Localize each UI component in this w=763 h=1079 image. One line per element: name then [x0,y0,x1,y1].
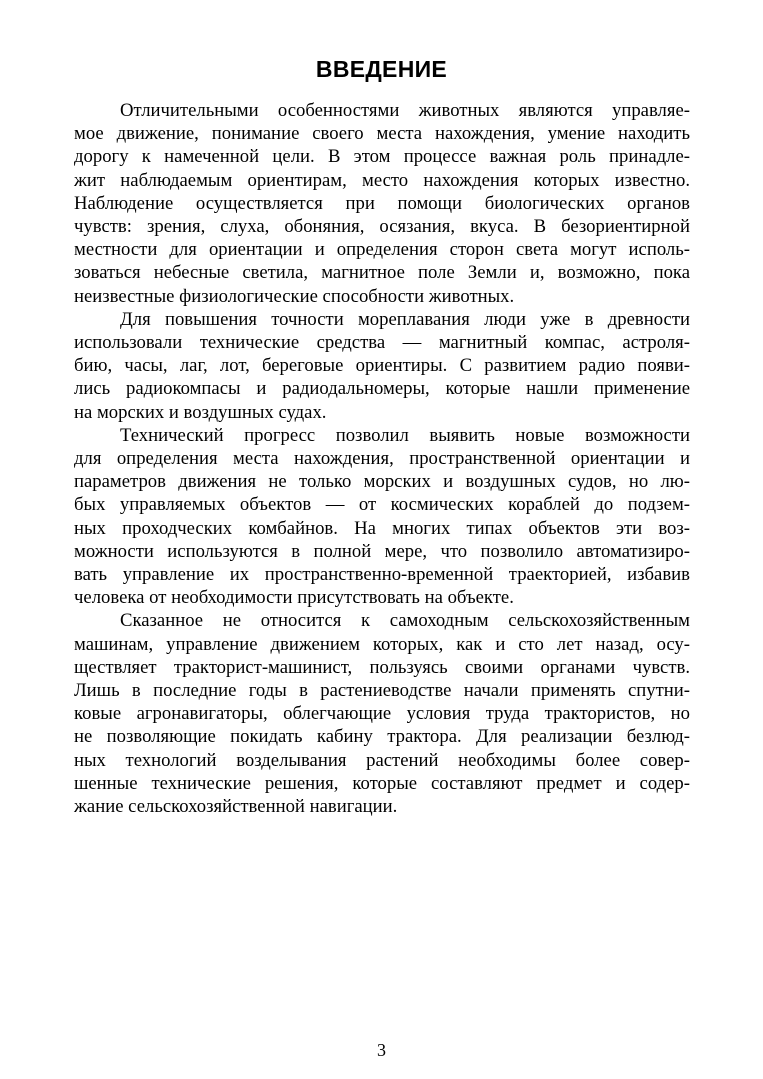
text-line: Отличительными особенностями животных являются управляе- [120,100,690,121]
page-number: 3 [377,1040,386,1060]
text-line: использовали технические средства — магнитный компас, астроля- [74,332,690,354]
text-line: вать управление их пространственно-временной траекторией, избавив [74,564,690,586]
text-line: лись радиокомпасы и радиодальномеры, которые нашли применение [74,378,690,400]
body-text [74,99,690,818]
text-line: Для повышения точности мореплавания люди уже в древности [120,308,690,330]
text-line: Лишь в последние годы в растениеводстве начали применять спутни- [74,680,690,702]
paragraph-4 [74,609,690,818]
text-line: ных проходческих комбайнов. На многих типах объектов эти воз- [74,517,690,539]
text-line: чувств: зрения, слуха, обоняния, осязания, вкуса. В безориентирной [74,216,690,238]
text-line: шенные технические решения, которые составляют предмет и содер- [74,772,690,794]
text-line: жит наблюдаемым ориентирам, место нахождения которых известно. [74,169,690,191]
page-title: ВВЕДЕНИЕ [315,56,448,82]
text-line: неизвестные физиологические способности животных. [74,285,515,307]
paragraph-2 [74,308,690,424]
paragraph-3 [74,424,690,610]
text-line: человека от необходимости присутствовать на объекте. [74,587,514,609]
text-line: ных технологий возделывания растений необходимы более совер- [74,749,690,771]
text-line: ществляет тракторист-машинист, пользуясь своими органами чувств. [74,656,690,678]
paragraph-1 [74,99,690,308]
text-line: параметров движения не только морских и воздушных судов, но лю- [74,471,690,493]
text-line: ковые агронавигаторы, облегчающие условия труда трактористов, но [74,703,690,725]
text-line: местности для ориентации и определения сторон света могут исполь- [74,239,690,261]
text-line: не позволяющие покидать кабину трактора. Для реализации безлюд- [74,726,690,748]
text-line: бых управляемых объектов — от космических кораблей до подзем- [74,494,690,516]
text-line: Наблюдение осуществляется при помощи биологических органов [74,192,690,214]
text-line: для определения места нахождения, пространственной ориентации и [74,448,690,470]
text-line: на морских и воздушных судах. [74,401,327,423]
text-line: бию, часы, лаг, лот, береговые ориентиры. С развитием радио появи- [74,355,690,377]
text-line: Сказанное не относится к самоходным сельскохозяйственным [120,610,690,632]
text-line: дорогу к намеченной цели. В этом процессе важная роль принадле- [74,146,690,168]
text-line: мое движение, понимание своего места нахождения, умение находить [74,123,690,145]
text-line: Технический прогресс позволил выявить новые возможности [120,424,690,446]
text-line: жание сельскохозяйственной навигации. [74,796,398,818]
text-line: можности используются в полной мере, что позволило автоматизиро- [74,540,690,562]
text-line: машинам, управление движением которых, как и сто лет назад, осу- [74,633,690,655]
text-line: зоваться небесные светила, магнитное поле Земли и, возможно, пока [74,262,690,284]
